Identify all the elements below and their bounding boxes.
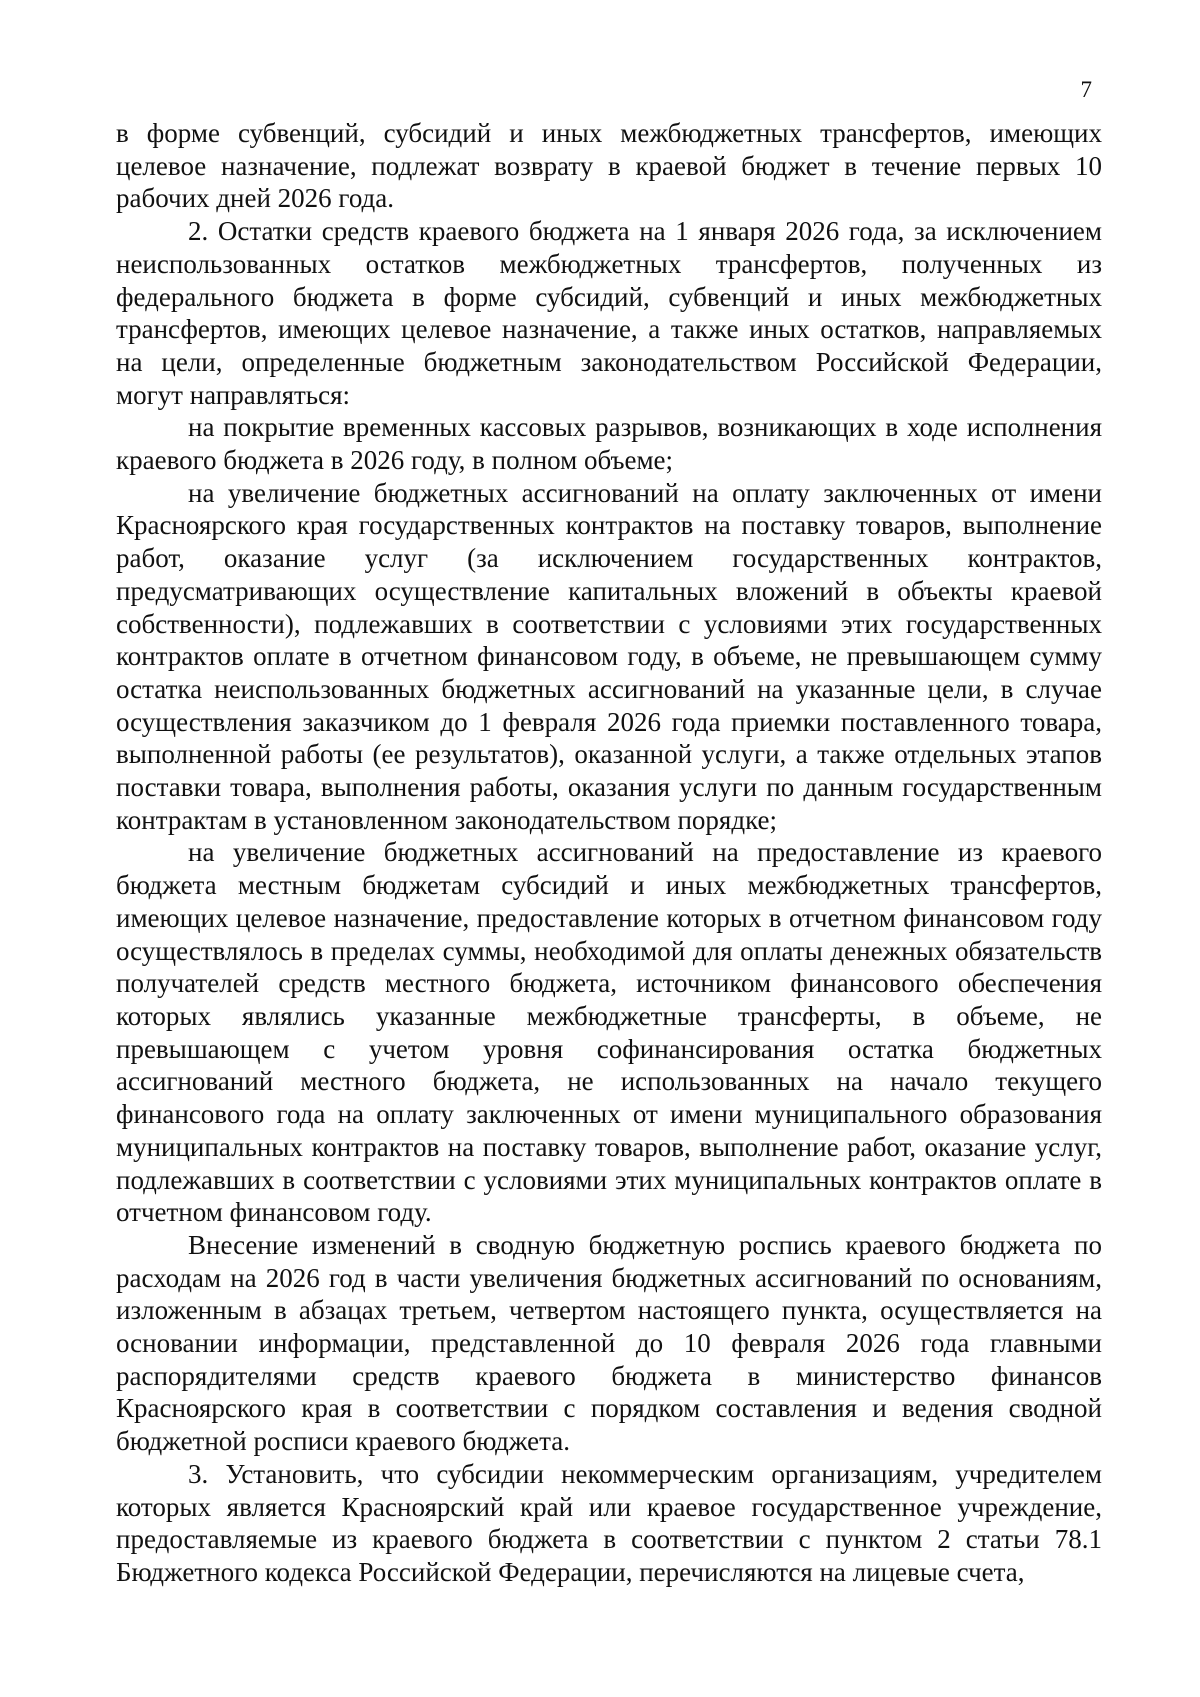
page-number: 7 <box>1080 77 1092 102</box>
paragraph-4: на увеличение бюджетных ассигнований на оплату заключенных от имени Красноярского края государственных контрактов на поставку товаров, выполнение работ, оказание услуг (за исключением государственных контрактов, предусматривающих осуществление капитальных вложений в объекты краевой собственности), подлежавших в соответствии с условиями этих государственных контрактов оплате в отчетном финансовом году, в объеме, не превышающем сумму остатка неиспользованных бюджетных ассигнований на указанные цели, в случае осуществления заказчиком до 1 февраля 2026 года приемки поставленного товара, выполненной работы (ее результатов), оказанной услуги, а также отдельных этапов поставки товара, выполнения работы, оказания услуги по данным государственным контрактам в установленном законодательством порядке; <box>116 477 1102 835</box>
paragraph-5: на увеличение бюджетных ассигнований на предоставление из краевого бюджета местным бюджетам субсидий и иных межбюджетных трансфертов, имеющих целевое назначение, предоставление которых в отчетном финансовом году осуществлялось в пределах суммы, необходимой для оплаты денежных обязательств получателей средств местного бюджета, источником финансового обеспечения которых являлись указанные межбюджетные трансферты, в объеме, не превышающем с учетом уровня софинансирования остатка бюджетных ассигнований местного бюджета, не использованных на начало текущего финансового года на оплату заключенных от имени муниципального образования муниципальных контрактов на поставку товаров, выполнение работ, оказание услуг, подлежавших в соответствии с условиями этих муниципальных контрактов оплате в отчетном финансовом году. <box>116 837 1102 1228</box>
paragraph-1: в форме субвенций, субсидий и иных межбюджетных трансфертов, имеющих целевое назначение, подлежат возврату в краевой бюджет в течение первых 10 рабочих дней 2026 года. <box>116 118 1102 214</box>
paragraph-6: Внесение изменений в сводную бюджетную роспись краевого бюджета по расходам на 2026 год в части увеличения бюджетных ассигнований по основаниям, изложенным в абзацах третьем, четвертом настоящего пункта, осуществляется на основании информации, представленной до 10 февраля 2026 года главными распорядителями средств краевого бюджета в министерство финансов Красноярского края в соответствии с порядком составления и ведения сводной бюджетной росписи краевого бюджета. <box>116 1229 1102 1457</box>
paragraph-7: 3. Установить, что субсидии некоммерческим организациям, учредителем которых является Красноярский край или краевое государственное учреждение, предоставляемые из краевого бюджета в соответствии с пунктом 2 статьи 78.1 Бюджетного кодекса Российской Федерации, перечисляются на лицевые счета, <box>116 1458 1102 1587</box>
document-body <box>116 117 1102 1589</box>
paragraph-2: 2. Остатки средств краевого бюджета на 1 января 2026 года, за исключением неиспользованных остатков межбюджетных трансфертов, полученных из федерального бюджета в форме субсидий, субвенций и иных межбюджетных трансфертов, имеющих целевое назначение, а также иных остатков, направляемых на цели, определенные бюджетным законодательством Российской Федерации, могут направляться: <box>116 216 1102 410</box>
paragraph-3: на покрытие временных кассовых разрывов, возникающих в ходе исполнения краевого бюджета в 2026 году, в полном объеме; <box>116 412 1102 476</box>
